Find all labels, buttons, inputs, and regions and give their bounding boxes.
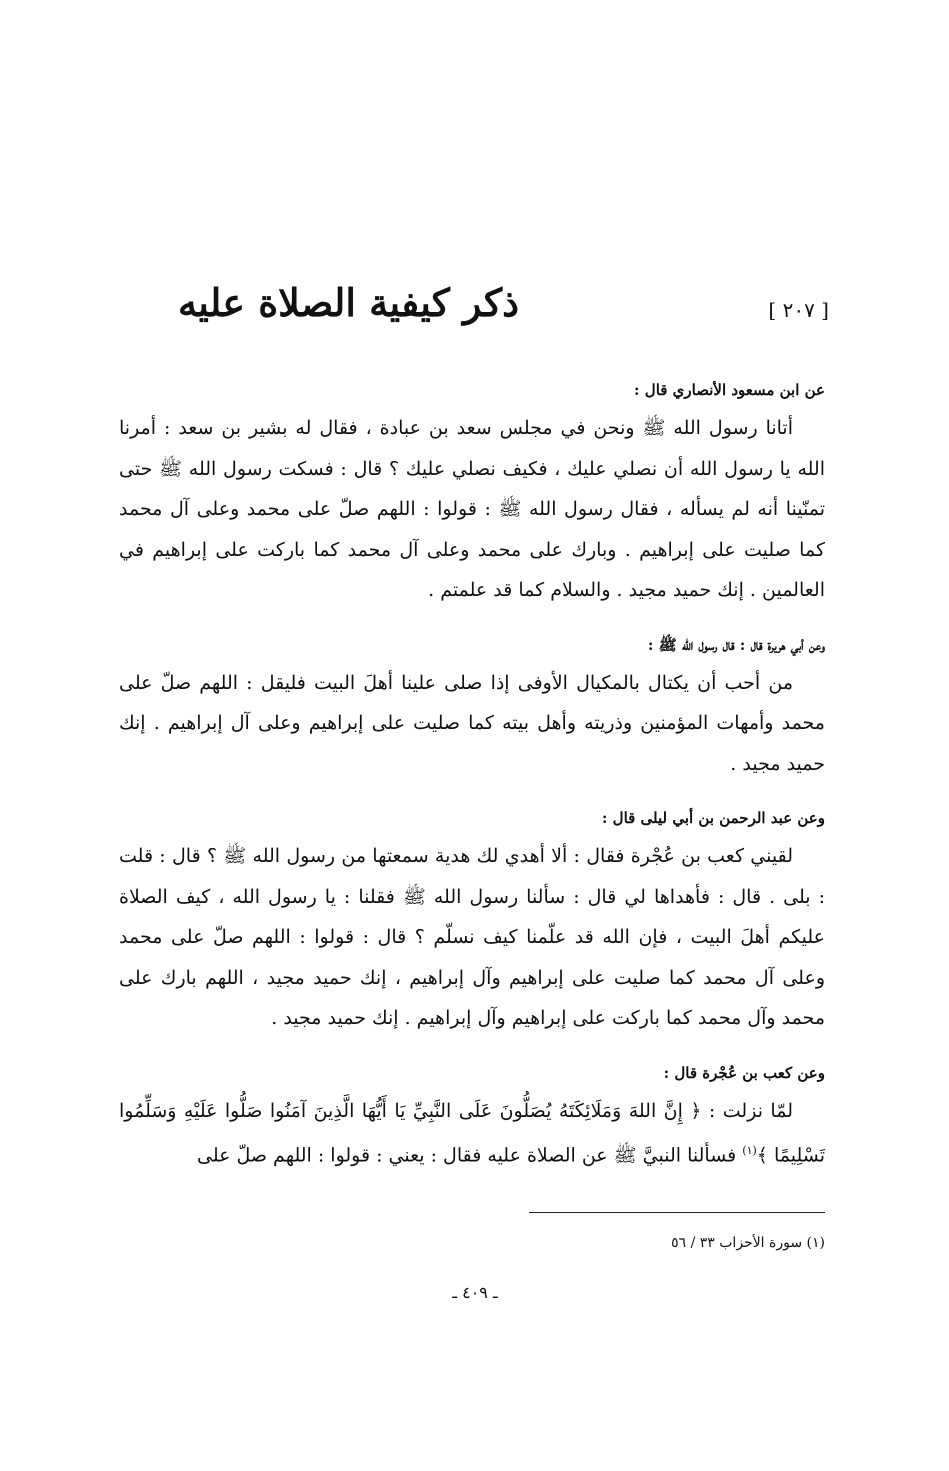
footnote-divider [529, 1212, 825, 1213]
hadith-text-continued: فسألنا النبيَّ ﷺ عن الصلاة عليه فقال : يعني : قولوا : اللهم صلّ على [196, 1144, 743, 1167]
hadith-text: أتانا رسول الله ﷺ ونحن في مجلس سعد بن عبادة ، فقال له بشير بن سعد : أمرنا الله يا رسول الله أن نصلي عليك ، فكيف نصلي عليك ؟ قال : فسكت رسول الله ﷺ حتى تمنّينا أنه لم يسأله ، فقال رسول الله ﷺ : قولوا : اللهم صلّ على محمد وعلى آل محمد كما صليت على إبراهيم . وبارك على محمد وعلى آل محمد كما باركت على إبراهيم في العالمين . إنك حميد مجيد . والسلام كما قد علمتم . [119, 417, 825, 601]
hadith-section [119, 378, 825, 611]
hadith-narrator: وعن عبد الرحمن بن أبي ليلى قال : [601, 809, 825, 827]
chapter-header [120, 280, 829, 340]
footnote-area [529, 1212, 825, 1251]
quran-verse: لمّا نزلت : ﴿ إِنَّ اللهَ وَمَلَائِكَتَهُ يُصَلُّونَ عَلَى النَّبِيِّ يَا أَيُّهَا الَّذِينَ آمَنُوا صَلُّوا عَلَيْهِ وَسَلِّمُوا تَسْلِيمًا ﴾ [119, 1099, 825, 1167]
footnote-reference: (١) [742, 1144, 757, 1157]
hadith-text: من أحب أن يكتال بالمكيال الأوفى إذا صلى علينا أهلَ البيت فليقل : اللهم صلّ على محمد وأمهات المؤمنين وذريته وأهل بيته كما صليت على إبراهيم وعلى آل إبراهيم . إنك حميد مجيد . [119, 671, 825, 775]
footnote-text: (١) سورة الأحزاب ٣٣ / ٥٦ [671, 1235, 825, 1251]
hadith-text [119, 1091, 825, 1176]
hadith-text: لقيني كعب بن عُجْرة فقال : ألا أهدي لك هدية سمعتها من رسول الله ﷺ ؟ قال : قلت : بلى . قال : فأهداها لي قال : سألنا رسول الله ﷺ فقلنا : يا رسول الله ، كيف الصلاة عليكم أهلَ البيت ، فإن الله قد علّمنا كيف نسلّم ؟ قال : قولوا : اللهم صلّ على محمد وعلى آل محمد كما صليت على إبراهيم وآل إبراهيم ، إنك حميد مجيد ، اللهم بارك على محمد وآل محمد كما باركت على إبراهيم وآل إبراهيم . إنك حميد مجيد . [119, 845, 825, 1029]
hadith-section [119, 633, 825, 785]
page-number: ـ ٤٠٩ ـ [452, 1283, 498, 1302]
hadith-narrator: وعن كعب بن عُجْرة قال : [663, 1063, 825, 1082]
hadith-section [119, 1061, 825, 1176]
chapter-number: [ ٢٠٧ ] [768, 298, 829, 322]
hadith-narrator: وعن أبي هريرة قال : قال رسول الله ﷺ : [647, 635, 825, 654]
hadith-section [119, 806, 825, 1039]
main-text [119, 378, 825, 1198]
hadith-narrator: عن ابن مسعود الأنصاري قال : [634, 381, 825, 399]
chapter-title: ذكر كيفية الصلاة عليه [177, 280, 519, 325]
